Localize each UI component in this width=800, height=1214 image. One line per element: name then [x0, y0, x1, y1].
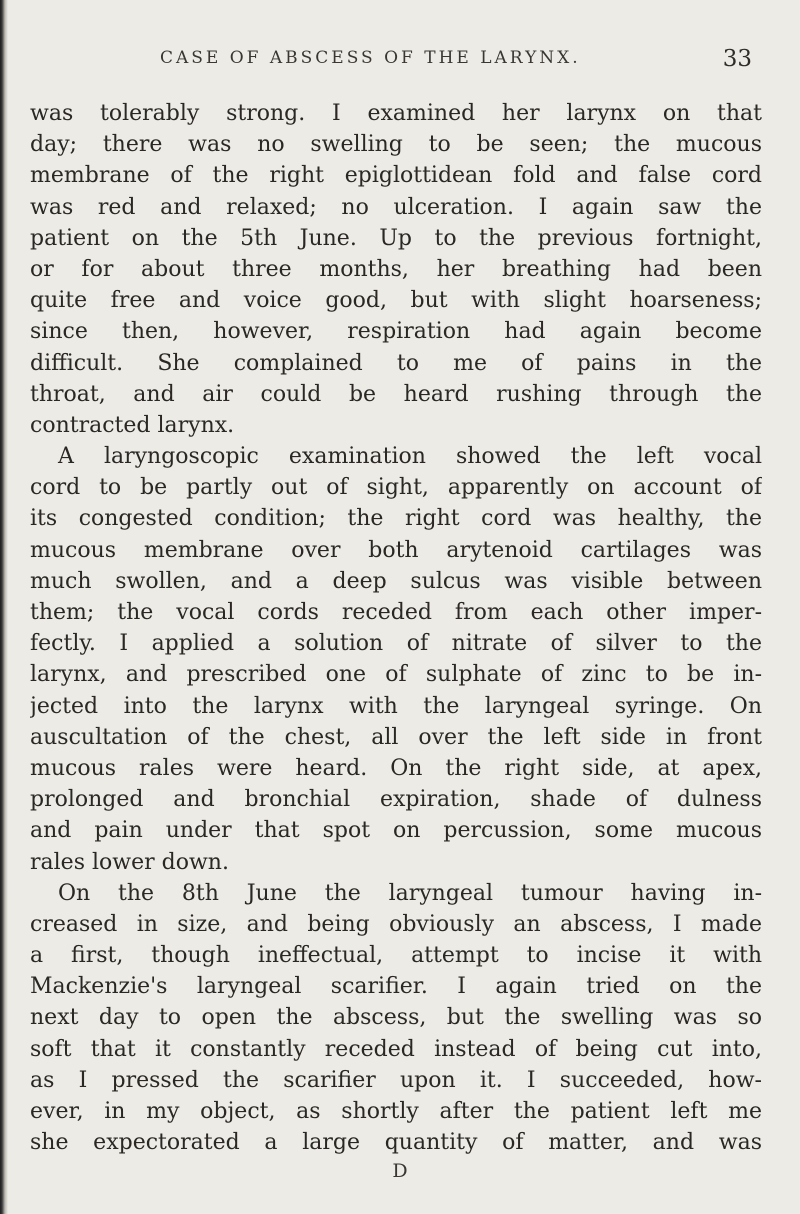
text-line: was tolerably strong. I examined her larynx on that [30, 101, 762, 126]
running-head: CASE OF ABSCESS OF THE LARYNX. [160, 48, 581, 68]
text-line: fectly. I applied a solution of nitrate of silver to the [30, 631, 762, 657]
body-text [30, 98, 762, 1158]
text-line: rales lower down. [30, 849, 229, 875]
text-line: ever, in my object, as shortly after the patient left me [30, 1099, 762, 1124]
page-header [160, 48, 752, 78]
text-line: A laryngoscopic examination showed the left vocal [58, 444, 762, 470]
text-line: contracted larynx. [30, 412, 235, 438]
text-line: mucous membrane over both arytenoid cartilages was [30, 537, 762, 563]
text-line: prolonged and bronchial expiration, shade of dulness [30, 787, 762, 813]
text-line: membrane of the right epiglottidean fold and false cord [30, 163, 762, 189]
text-line: them; the vocal cords receded from each other imper- [30, 600, 762, 625]
text-line: and pain under that spot on percussion, some mucous [30, 818, 762, 844]
text-line: larynx, and prescribed one of sulphate of zinc to be in- [30, 662, 762, 688]
text-line: day; there was no swelling to be seen; the mucous [30, 132, 762, 158]
text-line: much swollen, and a deep sulcus was visible between [30, 568, 762, 594]
text-line: or for about three months, her breathing had been [30, 256, 762, 282]
signature-mark: D [392, 1160, 408, 1182]
text-line: next day to open the abscess, but the swelling was so [30, 1005, 762, 1031]
text-line: its congested condition; the right cord was healthy, the [30, 506, 762, 532]
text-line: since then, however, respiration had again become [30, 319, 762, 345]
page-number: 33 [722, 46, 752, 72]
text-line: jected into the larynx with the laryngeal syringe. On [30, 693, 762, 719]
text-line: creased in size, and being obviously an abscess, I made [30, 911, 762, 937]
text-line: quite free and voice good, but with slight hoarseness; [30, 288, 762, 314]
text-line: soft that it constantly receded instead of being cut into, [30, 1036, 762, 1062]
text-line: cord to be partly out of sight, apparently on account of [30, 475, 762, 501]
text-line: mucous rales were heard. On the right side, at apex, [30, 755, 762, 781]
text-line: On the 8th June the laryngeal tumour having in- [58, 880, 762, 906]
text-line: difficult. She complained to me of pains in the [30, 350, 762, 376]
page-binding-edge [0, 0, 8, 1214]
text-line: patient on the 5th June. Up to the previous fortnight, [30, 225, 762, 251]
text-line: a first, though ineffectual, attempt to incise it with [30, 943, 762, 969]
text-line: she expectorated a large quantity of matter, and was [30, 1130, 762, 1156]
text-line: Mackenzie's laryngeal scarifier. I again tried on the [30, 974, 762, 1000]
text-line: was red and relaxed; no ulceration. I again saw the [30, 194, 762, 220]
text-line: as I pressed the scarifier upon it. I succeeded, how- [30, 1067, 762, 1093]
text-line: throat, and air could be heard rushing through the [30, 381, 762, 407]
text-line: auscultation of the chest, all over the left side in front [30, 724, 762, 750]
